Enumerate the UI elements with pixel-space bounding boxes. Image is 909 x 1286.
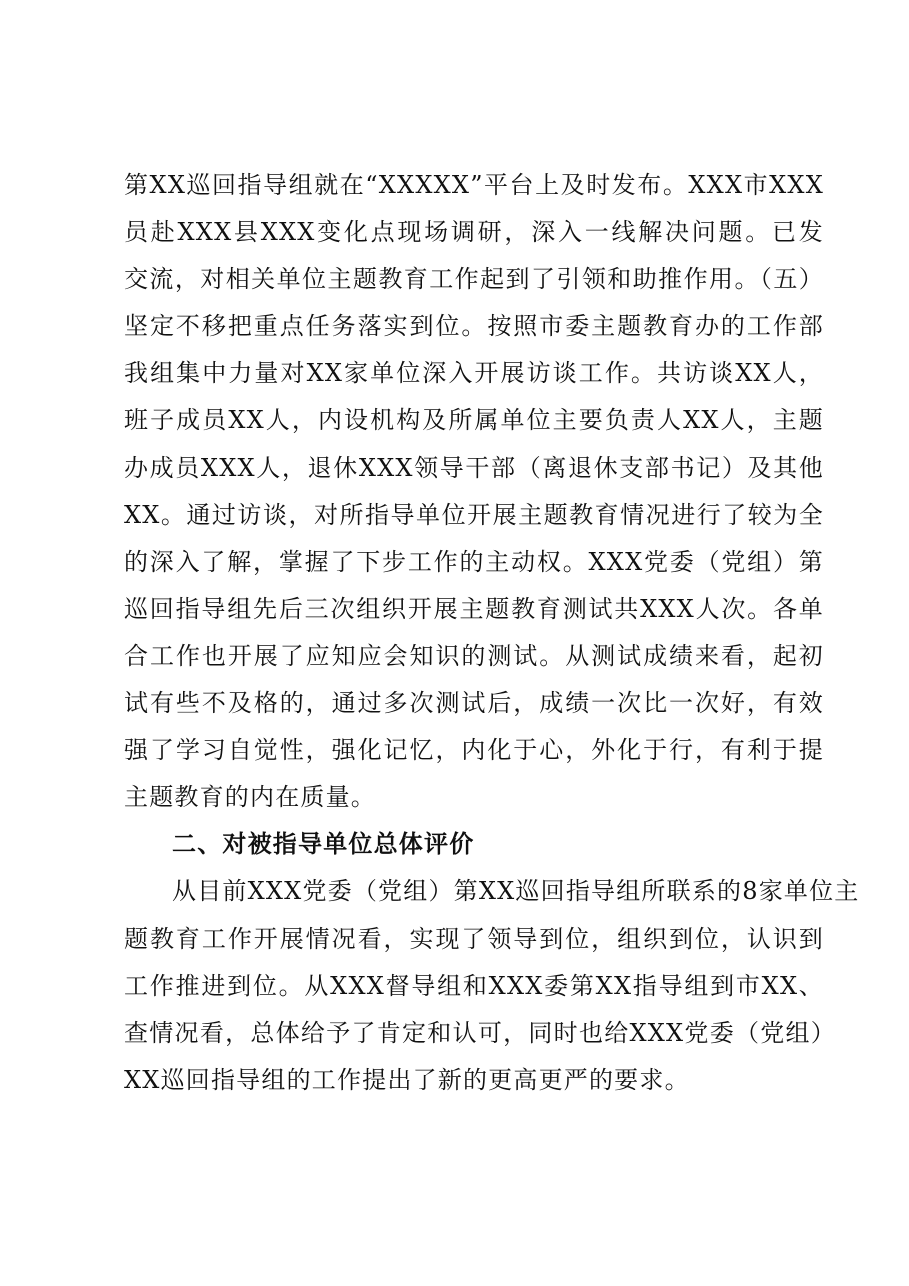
paragraph-line: 第XX巡回指导组就在“XXXXX”平台上及时发布。XXX市XXX — [124, 171, 824, 199]
paragraph-line: 坚定不移把重点任务落实到位。按照市委主题教育办的工作部 — [124, 312, 824, 341]
paragraph-line: 强了学习自觉性，强化记忆，内化于心，外化于行，有利于提 — [124, 736, 824, 765]
paragraph-line: 巡回指导组先后三次组织开展主题教育测试共XXX人次。各单 — [124, 594, 824, 623]
paragraph-line: 从目前XXX党委（党组）第XX巡回指导组所联系的8家单位主 — [172, 877, 860, 906]
paragraph-line: XX巡回指导组的工作提出了新的更高更严的要求。 — [124, 1065, 690, 1094]
paragraph-line: 交流，对相关单位主题教育工作起到了引领和助推作用。（五） — [124, 265, 824, 294]
paragraph-line: 我组集中力量对XX家单位深入开展访谈工作。共访谈XX人， — [124, 359, 824, 388]
paragraph-line: 题教育工作开展情况看，实现了领导到位，组织到位，认识到 — [124, 924, 824, 953]
paragraph-line: 员赴XXX县XXX变化点现场调研，深入一线解决问题。已发 — [124, 218, 824, 247]
paragraph-line: 试有些不及格的，通过多次测试后，成绩一次比一次好，有效 — [124, 689, 824, 718]
section-heading: 二、对被指导单位总体评价 — [172, 830, 475, 859]
paragraph-line: 合工作也开展了应知应会知识的测试。从测试成绩来看，起初 — [124, 641, 824, 670]
paragraph-line: 主题教育的内在质量。 — [124, 783, 376, 812]
paragraph-line: 查情况看，总体给予了肯定和认可，同时也给XXX党委（党组） — [124, 1018, 824, 1047]
paragraph-line: 班子成员XX人，内设机构及所属单位主要负责人XX人，主题 — [124, 406, 824, 435]
paragraph-line: XX。通过访谈，对所指导单位开展主题教育情况进行了较为全 — [124, 500, 824, 529]
paragraph-line: 的深入了解，掌握了下步工作的主动权。XXX党委（党组）第 — [124, 547, 824, 576]
paragraph-line: 办成员XXX人，退休XXX领导干部（离退休支部书记）及其他 — [124, 453, 824, 482]
paragraph-line: 工作推进到位。从XXX督导组和XXX委第XX指导组到市XX、 — [124, 971, 824, 1000]
document-body — [124, 162, 860, 1104]
